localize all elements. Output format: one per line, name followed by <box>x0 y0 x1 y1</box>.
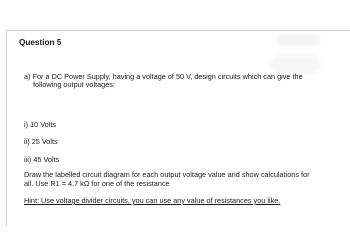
output-voltage-item: ii) 25 Volts <box>24 137 58 146</box>
question-title: Question 5 <box>19 38 62 47</box>
blurred-region <box>276 34 320 46</box>
instruction-line-2: all. Use R1 = 4.7 kΩ for one of the resistance <box>24 179 170 188</box>
part-a-text-line-2: following output voltages: <box>33 80 115 89</box>
output-voltage-item: i) 10 Volts <box>24 120 57 129</box>
output-voltage-item: iii) 45 Volts <box>24 155 60 164</box>
hint-text: Hint: Use voltage divider circuits, you can use any value of resistances you like. <box>24 196 281 205</box>
part-a-text-line-1: a) For a DC Power Supply, having a voltage of 50 V, design circuits which can give the <box>24 72 303 81</box>
instruction-line-1: Draw the labelled circuit diagram for each output voltage value and show calculations for <box>24 170 310 179</box>
